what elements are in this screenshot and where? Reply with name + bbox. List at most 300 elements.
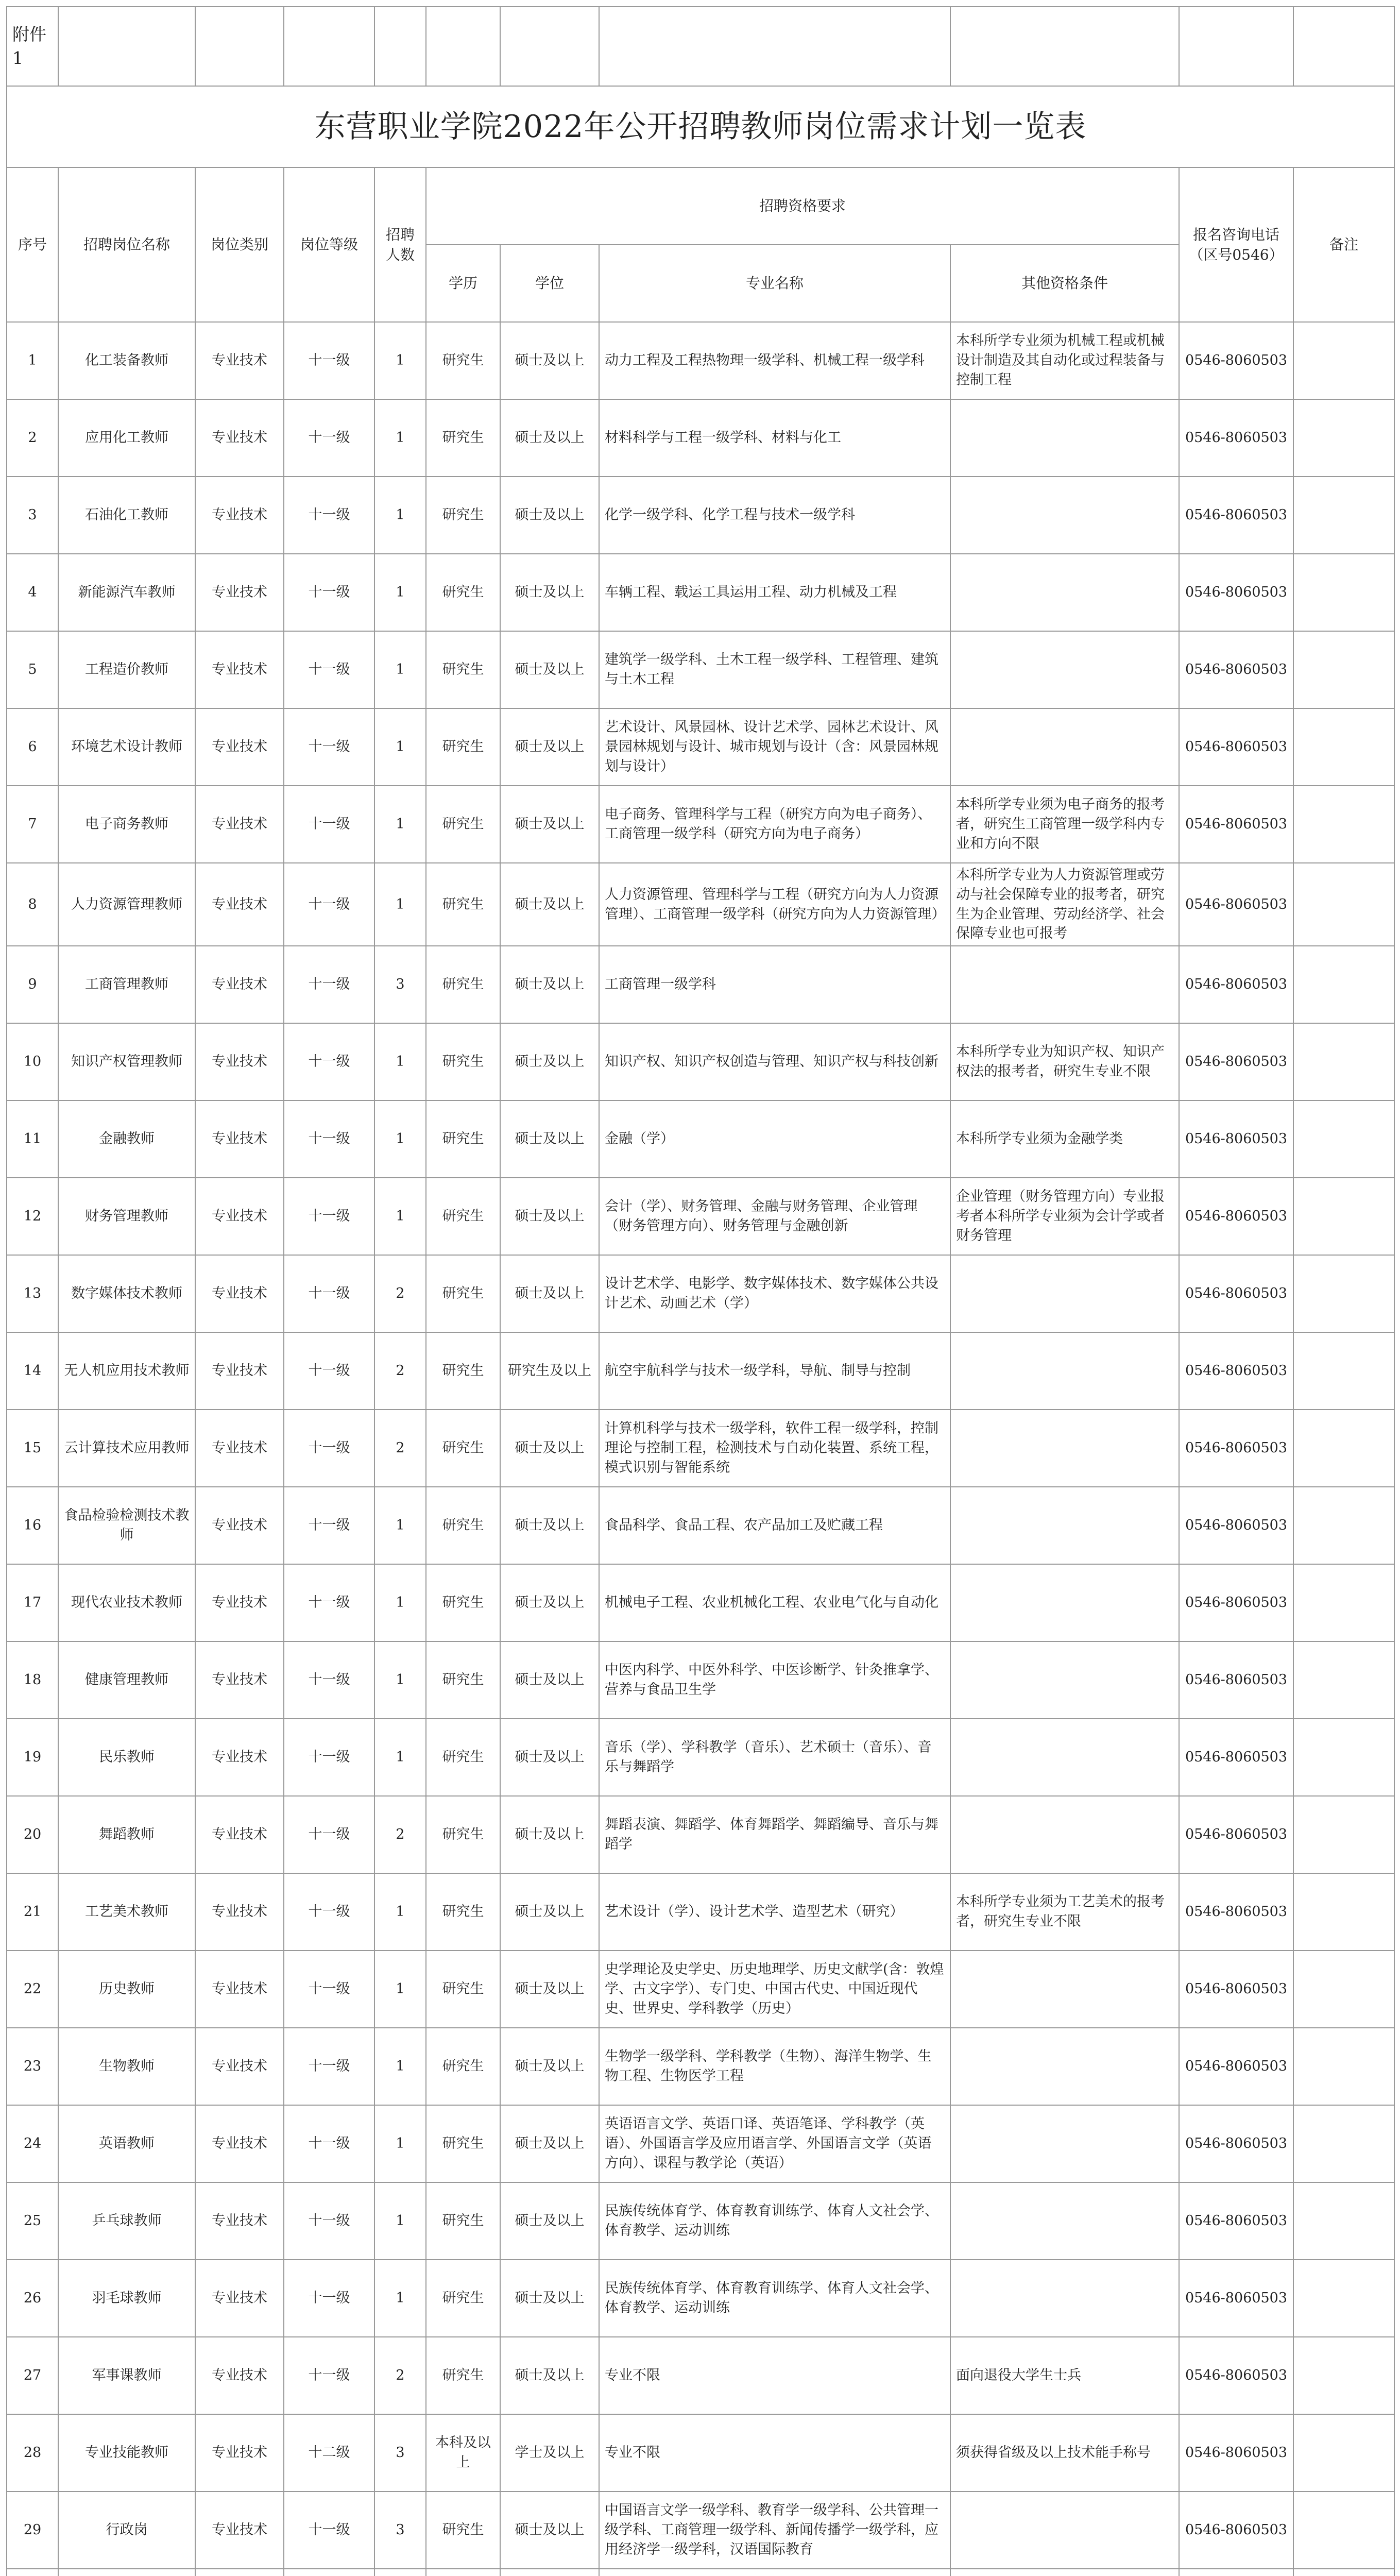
cell-phone: 0546-8060503 [1179,2337,1293,2414]
cell-other [950,2569,1179,2576]
cell-position-name: 生物教师 [58,2028,195,2105]
table-row [7,1410,1394,1487]
table-row [7,786,1394,863]
cell-phone: 0546-8060503 [1179,1332,1293,1410]
cell-count: 1 [374,1641,426,1719]
cell-phone: 0546-8060503 [1179,786,1293,863]
cell-no: 12 [7,1178,58,1255]
cell-no [7,2569,58,2576]
cell-position-type: 专业技术 [195,1255,284,1332]
cell-position-type: 专业技术 [195,1178,284,1255]
cell-remark [1293,1178,1394,1255]
cell-remark [1293,1100,1394,1178]
cell-no: 6 [7,708,58,786]
table-row [7,1796,1394,1873]
cell-count [374,2569,426,2576]
cell-education: 研究生 [426,2337,500,2414]
cell-no: 25 [7,2182,58,2260]
cell-degree: 硕士及以上 [500,2260,599,2337]
cell-count: 3 [374,2414,426,2492]
cell-other: 本科所学专业须为工艺美术的报考者，研究生专业不限 [950,1873,1179,1951]
table-row [7,554,1394,631]
cell-other: 本科所学专业须为机械工程或机械设计制造及其自动化或过程装备与控制工程 [950,322,1179,399]
cell-degree: 硕士及以上 [500,1255,599,1332]
cell-position-level: 十一级 [284,786,374,863]
cell-major: 机械电子工程、农业机械化工程、农业电气化与自动化 [599,1564,950,1641]
cell-phone: 0546-8060503 [1179,1100,1293,1178]
cell-position-level [284,2569,374,2576]
cell-phone: 0546-8060503 [1179,1873,1293,1951]
cell-no: 27 [7,2337,58,2414]
cell-no: 17 [7,1564,58,1641]
cell-education: 研究生 [426,631,500,708]
header-remark: 备注 [1293,167,1394,322]
cell-position-name: 行政岗 [58,2492,195,2569]
cell-position-type: 专业技术 [195,631,284,708]
cell-major: 计算机科学与技术一级学科，软件工程一级学科，控制理论与控制工程，检测技术与自动化装置、系统工程，模式识别与智能系统 [599,1410,950,1487]
cell-education: 研究生 [426,786,500,863]
cell-phone: 0546-8060503 [1179,1487,1293,1564]
cell-degree: 硕士及以上 [500,2182,599,2260]
table-row [7,2414,1394,2492]
header-no: 序号 [7,167,58,322]
cell-education: 本科及以上 [426,2414,500,2492]
cell-phone: 0546-8060503 [1179,2414,1293,2492]
cell-education: 研究生 [426,477,500,554]
table-row [7,1100,1394,1178]
cell-no: 10 [7,1023,58,1100]
cell-education: 研究生 [426,1564,500,1641]
header-education: 学历 [426,245,500,322]
table-row [7,2337,1394,2414]
cell-education [426,2569,500,2576]
cell-education: 研究生 [426,554,500,631]
cell-no: 29 [7,2492,58,2569]
cell-phone: 0546-8060503 [1179,1178,1293,1255]
cell-no: 13 [7,1255,58,1332]
cell-education: 研究生 [426,1100,500,1178]
cell-position-level: 十一级 [284,1641,374,1719]
header-row [7,167,1394,245]
cell-other [950,1332,1179,1410]
cell-count: 1 [374,477,426,554]
cell-position-name: 金融教师 [58,1100,195,1178]
table-row [7,1255,1394,1332]
cell-position-level: 十一级 [284,2337,374,2414]
cell-position-level: 十一级 [284,1796,374,1873]
cell-position-name: 环境艺术设计教师 [58,708,195,786]
cell-other [950,2028,1179,2105]
header-other: 其他资格条件 [950,245,1179,322]
cell-major: 艺术设计、风景园林、设计艺术学、园林艺术设计、风景园林规划与设计、城市规划与设计（含：风景园林规划与设计） [599,708,950,786]
cell-position-level: 十一级 [284,2105,374,2182]
cell-position-type: 专业技术 [195,1332,284,1410]
header-requirements: 招聘资格要求 [426,167,1179,245]
cell-count: 1 [374,2182,426,2260]
cell-no: 24 [7,2105,58,2182]
cell-education: 研究生 [426,2182,500,2260]
header-phone: 报名咨询电话（区号0546） [1179,167,1293,322]
cell-position-type: 专业技术 [195,1100,284,1178]
cell-degree: 硕士及以上 [500,2492,599,2569]
cell-count: 1 [374,2260,426,2337]
table-row [7,1719,1394,1796]
cell-remark [1293,863,1394,946]
cell-degree: 硕士及以上 [500,708,599,786]
cell-degree: 硕士及以上 [500,2105,599,2182]
cell-phone: 0546-8060503 [1179,322,1293,399]
cell-no: 9 [7,946,58,1023]
cell-major: 民族传统体育学、体育教育训练学、体育人文社会学、体育教学、运动训练 [599,2182,950,2260]
table-row [7,2492,1394,2569]
table-row [7,1178,1394,1255]
cell-position-level: 十一级 [284,477,374,554]
cell-position-type: 专业技术 [195,1719,284,1796]
cell-position-type: 专业技术 [195,1873,284,1951]
cell-remark [1293,1023,1394,1100]
cell-remark [1293,2492,1394,2569]
cell-position-name: 军事课教师 [58,2337,195,2414]
cell-position-name: 应用化工教师 [58,399,195,477]
cell-count: 1 [374,399,426,477]
cell-major: 会计（学）、财务管理、金融与财务管理、企业管理（财务管理方向）、财务管理与金融创新 [599,1178,950,1255]
cell-count: 2 [374,1255,426,1332]
cell-remark [1293,946,1394,1023]
cell-major: 艺术设计（学）、设计艺术学、造型艺术（研究） [599,1873,950,1951]
cell-remark [1293,1796,1394,1873]
cell-other [950,1255,1179,1332]
cell-position-level: 十一级 [284,1023,374,1100]
cell-major: 化学一级学科、化学工程与技术一级学科 [599,477,950,554]
cell-count: 2 [374,2337,426,2414]
cell-count: 1 [374,1487,426,1564]
cell-major: 人力资源管理、管理科学与工程（研究方向为人力资源管理）、工商管理一级学科（研究方向为人力资源管理） [599,863,950,946]
cell-count: 1 [374,1564,426,1641]
cell-count: 1 [374,863,426,946]
header-major: 专业名称 [599,245,950,322]
cell-major: 材料科学与工程一级学科、材料与化工 [599,399,950,477]
cell-position-name: 工程造价教师 [58,631,195,708]
cell-position-level: 十一级 [284,1178,374,1255]
cell-other [950,708,1179,786]
cell-phone: 0546-8060503 [1179,631,1293,708]
cell-degree: 学士及以上 [500,2414,599,2492]
cell-position-level: 十一级 [284,631,374,708]
cell-phone: 0546-8060503 [1179,1951,1293,2028]
cell-position-level: 十一级 [284,1564,374,1641]
cell-position-name: 财务管理教师 [58,1178,195,1255]
cell-other: 面向退役大学生士兵 [950,2337,1179,2414]
cell-major: 中医内科学、中医外科学、中医诊断学、针灸推拿学、营养与食品卫生学 [599,1641,950,1719]
cell-other: 本科所学专业为知识产权、知识产权法的报考者，研究生专业不限 [950,1023,1179,1100]
cell-phone: 0546-8060503 [1179,477,1293,554]
cell-phone: 0546-8060503 [1179,1564,1293,1641]
cell-count: 1 [374,2028,426,2105]
cell-no: 21 [7,1873,58,1951]
cell-degree: 硕士及以上 [500,399,599,477]
cell-major: 知识产权、知识产权创造与管理、知识产权与科技创新 [599,1023,950,1100]
cell-no: 28 [7,2414,58,2492]
cell-education: 研究生 [426,708,500,786]
cell-position-level: 十一级 [284,1487,374,1564]
header-degree: 学位 [500,245,599,322]
cell-degree: 硕士及以上 [500,1410,599,1487]
cell-no: 7 [7,786,58,863]
cell-remark [1293,1332,1394,1410]
cell-other [950,2260,1179,2337]
cell-position-name: 化工装备教师 [58,322,195,399]
cell-count: 1 [374,1719,426,1796]
cell-major [599,2569,950,2576]
cell-other [950,554,1179,631]
cell-degree: 硕士及以上 [500,2028,599,2105]
cell-phone: 0546-8060503 [1179,1796,1293,1873]
cell-degree: 硕士及以上 [500,1487,599,1564]
cell-position-type: 专业技术 [195,1023,284,1100]
cell-count: 1 [374,322,426,399]
cell-position-type: 专业技术 [195,322,284,399]
cell-other [950,1564,1179,1641]
cell-position-type: 专业技术 [195,1641,284,1719]
cell-no: 22 [7,1951,58,2028]
attachment-label: 附件1 [7,7,58,86]
cell-major: 专业不限 [599,2337,950,2414]
cell-no: 16 [7,1487,58,1564]
cell-other [950,2492,1179,2569]
cell-count: 2 [374,1410,426,1487]
cell-position-name: 石油化工教师 [58,477,195,554]
cell-phone: 0546-8060503 [1179,2182,1293,2260]
cell-degree [500,2569,599,2576]
cell-degree: 硕士及以上 [500,477,599,554]
cell-major: 设计艺术学、电影学、数字媒体技术、数字媒体公共设计艺术、动画艺术（学） [599,1255,950,1332]
cell-other [950,2182,1179,2260]
header-position-level: 岗位等级 [284,167,374,322]
cell-education: 研究生 [426,2492,500,2569]
cell-position-level: 十一级 [284,1719,374,1796]
cell-no: 2 [7,399,58,477]
cell-other [950,2105,1179,2182]
cell-position-level: 十二级 [284,2414,374,2492]
cell-remark [1293,1641,1394,1719]
cell-position-name: 知识产权管理教师 [58,1023,195,1100]
cell-position-type [195,2569,284,2576]
cell-count: 1 [374,554,426,631]
cell-other: 企业管理（财务管理方向）专业报考者本科所学专业须为会计学或者财务管理 [950,1178,1179,1255]
cell-other [950,1641,1179,1719]
cell-major: 航空宇航科学与技术一级学科，导航、制导与控制 [599,1332,950,1410]
cell-position-type: 专业技术 [195,1564,284,1641]
cell-count: 1 [374,1178,426,1255]
cell-position-type: 专业技术 [195,2492,284,2569]
cell-education: 研究生 [426,1796,500,1873]
cell-no: 4 [7,554,58,631]
cell-remark [1293,554,1394,631]
table-row [7,863,1394,946]
cell-position-name: 电子商务教师 [58,786,195,863]
cell-other [950,399,1179,477]
cell-education: 研究生 [426,2028,500,2105]
cell-remark [1293,1487,1394,1564]
cell-position-type: 专业技术 [195,2105,284,2182]
cell-degree: 硕士及以上 [500,863,599,946]
cell-no: 15 [7,1410,58,1487]
cell-phone: 0546-8060503 [1179,2260,1293,2337]
cell-other [950,946,1179,1023]
cell-position-name: 云计算技术应用教师 [58,1410,195,1487]
cell-education: 研究生 [426,1332,500,1410]
cell-degree: 硕士及以上 [500,786,599,863]
cell-education: 研究生 [426,1719,500,1796]
cell-remark [1293,2182,1394,2260]
cell-no: 20 [7,1796,58,1873]
cell-no: 18 [7,1641,58,1719]
cell-other [950,1487,1179,1564]
cell-major: 英语语言文学、英语口译、英语笔译、学科教学（英语）、外国语言学及应用语言学、外国语言文学（英语方向）、课程与教学论（英语） [599,2105,950,2182]
cell-education: 研究生 [426,1178,500,1255]
cell-position-level: 十一级 [284,399,374,477]
cell-position-level: 十一级 [284,1255,374,1332]
cell-major: 音乐（学）、学科教学（音乐）、艺术硕士（音乐）、音乐与舞蹈学 [599,1719,950,1796]
cell-other [950,1796,1179,1873]
cell-phone: 0546-8060503 [1179,2028,1293,2105]
cell-position-name: 民乐教师 [58,1719,195,1796]
cell-count: 1 [374,2105,426,2182]
table-row [7,2105,1394,2182]
cell-position-name: 羽毛球教师 [58,2260,195,2337]
header-position-type: 岗位类别 [195,167,284,322]
header-count: 招聘人数 [374,167,426,322]
cell-position-name: 英语教师 [58,2105,195,2182]
cell-position-name: 舞蹈教师 [58,1796,195,1873]
cell-other [950,1410,1179,1487]
cell-education: 研究生 [426,1410,500,1487]
cell-remark [1293,708,1394,786]
cell-remark [1293,2569,1394,2576]
cell-remark [1293,2414,1394,2492]
cell-other: 须获得省级及以上技术能手称号 [950,2414,1179,2492]
cell-other [950,1951,1179,2028]
cell-position-level: 十一级 [284,863,374,946]
cell-no: 19 [7,1719,58,1796]
cell-degree: 硕士及以上 [500,1023,599,1100]
cell-position-name: 健康管理教师 [58,1641,195,1719]
cell-count: 3 [374,946,426,1023]
cell-position-level: 十一级 [284,1332,374,1410]
cell-count: 1 [374,1873,426,1951]
cell-education: 研究生 [426,863,500,946]
table-row [7,1023,1394,1100]
cell-education: 研究生 [426,946,500,1023]
cell-degree: 硕士及以上 [500,631,599,708]
cell-position-type: 专业技术 [195,2260,284,2337]
cell-other: 本科所学专业须为金融学类 [950,1100,1179,1178]
cell-no: 8 [7,863,58,946]
cell-major: 民族传统体育学、体育教育训练学、体育人文社会学、体育教学、运动训练 [599,2260,950,2337]
cell-major: 电子商务、管理科学与工程（研究方向为电子商务）、工商管理一级学科（研究方向为电子商务） [599,786,950,863]
cell-position-level: 十一级 [284,2028,374,2105]
cell-position-type: 专业技术 [195,2337,284,2414]
cell-remark [1293,1951,1394,2028]
cell-remark [1293,322,1394,399]
cell-position-type: 专业技术 [195,946,284,1023]
cell-degree: 硕士及以上 [500,554,599,631]
cell-degree: 硕士及以上 [500,1178,599,1255]
cell-position-level: 十一级 [284,1100,374,1178]
cell-count: 1 [374,631,426,708]
cell-position-type: 专业技术 [195,786,284,863]
cell-remark [1293,1410,1394,1487]
cell-degree: 硕士及以上 [500,1951,599,2028]
table-row [7,399,1394,477]
cell-phone: 0546-8060503 [1179,946,1293,1023]
table-row [7,1487,1394,1564]
table-row [7,2182,1394,2260]
cell-education: 研究生 [426,1951,500,2028]
cell-phone: 0546-8060503 [1179,1255,1293,1332]
cell-position-level: 十一级 [284,946,374,1023]
table-row [7,2569,1394,2576]
cell-position-name [58,2569,195,2576]
attachment-row [7,7,1394,86]
cell-other: 本科所学专业为人力资源管理或劳动与社会保障专业的报考者，研究生为企业管理、劳动经济学、社会保障专业也可报考 [950,863,1179,946]
cell-major: 动力工程及工程热物理一级学科、机械工程一级学科 [599,322,950,399]
cell-phone [1179,2569,1293,2576]
cell-position-name: 数字媒体技术教师 [58,1255,195,1332]
cell-remark [1293,477,1394,554]
cell-phone: 0546-8060503 [1179,399,1293,477]
cell-position-level: 十一级 [284,2260,374,2337]
recruitment-table [6,6,1395,2576]
header-position-name: 招聘岗位名称 [58,167,195,322]
cell-other: 本科所学专业须为电子商务的报考者，研究生工商管理一级学科内专业和方向不限 [950,786,1179,863]
cell-position-name: 新能源汽车教师 [58,554,195,631]
table-row [7,1332,1394,1410]
cell-education: 研究生 [426,2105,500,2182]
cell-degree: 硕士及以上 [500,1719,599,1796]
cell-position-type: 专业技术 [195,477,284,554]
cell-position-name: 人力资源管理教师 [58,863,195,946]
cell-degree: 硕士及以上 [500,1641,599,1719]
cell-remark [1293,399,1394,477]
cell-remark [1293,1719,1394,1796]
cell-remark [1293,2105,1394,2182]
cell-major: 建筑学一级学科、土木工程一级学科、工程管理、建筑与土木工程 [599,631,950,708]
cell-count: 1 [374,708,426,786]
cell-major: 史学理论及史学史、历史地理学、历史文献学(含：敦煌学、古文字学）、专门史、中国古代史、中国近现代史、世界史、学科教学（历史） [599,1951,950,2028]
cell-degree: 硕士及以上 [500,1873,599,1951]
cell-no: 1 [7,322,58,399]
cell-position-type: 专业技术 [195,1410,284,1487]
cell-education: 研究生 [426,1255,500,1332]
cell-education: 研究生 [426,399,500,477]
cell-major: 车辆工程、载运工具运用工程、动力机械及工程 [599,554,950,631]
table-row [7,1641,1394,1719]
cell-education: 研究生 [426,1487,500,1564]
cell-count: 3 [374,2492,426,2569]
cell-phone: 0546-8060503 [1179,554,1293,631]
cell-remark [1293,786,1394,863]
cell-no: 3 [7,477,58,554]
cell-position-level: 十一级 [284,554,374,631]
cell-education: 研究生 [426,2260,500,2337]
cell-no: 26 [7,2260,58,2337]
cell-major: 专业不限 [599,2414,950,2492]
cell-no: 11 [7,1100,58,1178]
table-row [7,946,1394,1023]
cell-major: 舞蹈表演、舞蹈学、体育舞蹈学、舞蹈编导、音乐与舞蹈学 [599,1796,950,1873]
cell-education: 研究生 [426,1641,500,1719]
